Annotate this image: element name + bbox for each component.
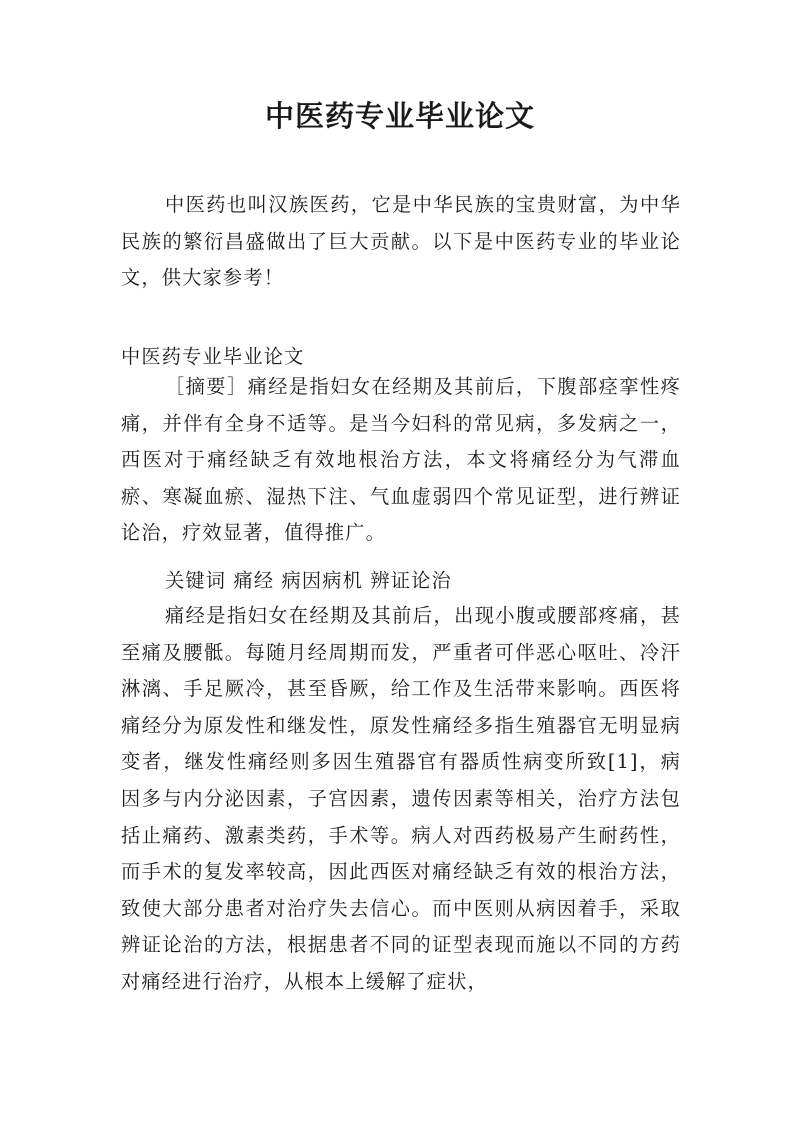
document-title: 中医药专业毕业论文 <box>264 99 535 133</box>
keywords-line: 关键词 痛经 病因病机 辨证论治 <box>165 569 452 592</box>
abstract-paragraph: ［摘要］痛经是指妇女在经期及其前后，下腹部痉挛性疼痛，并伴有全身不适等。是当今妇科的常见病，多发病之一，西医对于痛经缺乏有效地根治方法，本文将痛经分为气滞血瘀、寒凝血瘀、湿热下注、气血虚弱四个常见证型，进行辨证论治，疗效显著，值得推广。 <box>121 375 681 545</box>
section-subtitle: 中医药专业毕业论文 <box>121 345 305 368</box>
intro-paragraph: 中医药也叫汉族医药，它是中华民族的宝贵财富，为中华民族的繁衍昌盛做出了巨大贡献。以下是中医药专业的毕业论文，供大家参考！ <box>121 193 681 290</box>
body-paragraph: 痛经是指妇女在经期及其前后，出现小腹或腰部疼痛，甚至痛及腰骶。每随月经周期而发，严重者可伴恶心呕吐、冷汗淋漓、手足厥冷，甚至昏厥，给工作及生活带来影响。西医将痛经分为原发性和继发性，原发性痛经多指生殖器官无明显病变者，继发性痛经则多因生殖器官有器质性病变所致[1]，病因多与内分泌因素，子宫因素，遗传因素等相关，治疗方法包括止痛药、激素类药，手术等。病人对西药极易产生耐药性，而手术的复发率较高，因此西医对痛经缺乏有效的根治方法，致使大部分患者对治疗失去信心。而中医则从病因着手，采取辨证论治的方法，根据患者不同的证型表现而施以不同的方药对痛经进行治疗，从根本上缓解了症状， <box>121 604 681 993</box>
